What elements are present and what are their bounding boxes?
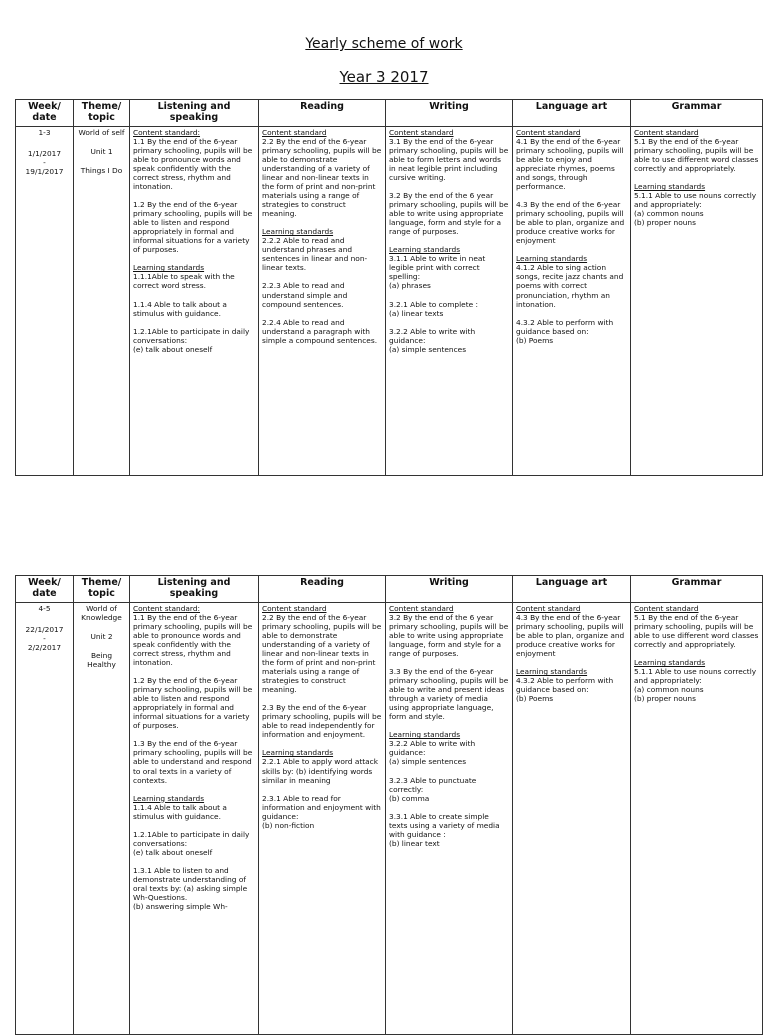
header-week: Week/ date	[16, 576, 74, 603]
listening-cell	[130, 127, 259, 476]
standard-paragraph: 1.1.1Able to speak with the correct word stress.	[133, 272, 235, 291]
standard-paragraph: 1.1.4 Able to talk about a stimulus with guidance.	[133, 802, 227, 821]
table-row	[16, 127, 763, 476]
week-line: 2/2/2017	[27, 643, 62, 653]
writing-cell	[386, 127, 513, 476]
header-listening: Listening and speaking	[130, 100, 259, 127]
standard-paragraph: 1.3.1 Able to listen to and demonstrate understanding of oral texts by: (a) asking simple Wh-Questions. (b) answering simple Wh-	[133, 865, 248, 911]
standard-paragraph: 2.2.1 Able to apply word attack skills by: (b) identifying words similar in meaning	[262, 757, 379, 785]
week-line: 19/1/2017	[25, 167, 64, 177]
section-heading: Content standard	[389, 128, 454, 137]
grammar-cell	[631, 127, 763, 476]
standard-paragraph: 1.1 By the end of the 6-year primary schooling, pupils will be able to pronounce words and speak confidently with the correct stress, rhythm and intonation.	[133, 613, 253, 668]
standard-paragraph: 3.2.1 Able to complete : (a) linear texts	[389, 299, 478, 318]
scheme-table-2	[15, 575, 763, 1035]
standard-paragraph: 1.1 By the end of the 6-year primary schooling, pupils will be able to pronounce words and speak confidently with the correct stress, rhythm and intonation.	[133, 137, 253, 192]
section-heading: Learning standards	[389, 730, 461, 740]
standard-paragraph: 4.3 By the end of the 6-year primary schooling, pupils will be able to plan, organize and produce creative works for enjoyment	[516, 200, 625, 246]
header-theme: Theme/ topic	[74, 576, 130, 603]
week-line: 22/1/2017	[25, 625, 64, 635]
header-listening: Listening and speaking	[130, 576, 259, 603]
standard-paragraph: 1.2 By the end of the 6-year primary schooling, pupils will be able to listen and respond appropriately in formal and informal situations for a variety of purposes.	[133, 200, 253, 255]
language-art-cell	[513, 603, 631, 1035]
week-line: 4-5	[38, 604, 51, 613]
section-heading: Content standard	[516, 604, 581, 613]
section-heading: Learning standards	[516, 254, 588, 264]
standard-paragraph: 2.2 By the end of the 6-year primary schooling, pupils will be able to demonstrate understanding of a variety of linear and non-linear texts in the form of print and non-print materials using a range of strategies to construct meaning.	[262, 137, 382, 219]
standard-paragraph: 1.2 By the end of the 6-year primary schooling, pupils will be able to listen and respond appropriately in formal and informal situations for a variety of purposes.	[133, 676, 253, 731]
standard-paragraph: 4.3 By the end of the 6-year primary schooling, pupils will be able to plan, organize and produce creative works for enjoyment	[516, 613, 625, 659]
header-week: Week/ date	[16, 100, 74, 127]
theme-cell	[74, 603, 130, 1035]
section-heading: Learning standards	[634, 658, 706, 668]
standard-paragraph: 3.2.3 Able to punctuate correctly: (b) comma	[389, 775, 477, 803]
theme-line: Unit 2	[90, 632, 113, 642]
section-heading: Learning standards	[634, 182, 706, 192]
standard-paragraph: 5.1 By the end of the 6-year primary schooling, pupils will be able to use different word classes correctly and appropriately.	[634, 137, 759, 174]
standard-paragraph: 3.3.1 Able to create simple texts using a variety of media with guidance : (b) linear text	[389, 811, 500, 848]
standard-paragraph: 3.2 By the end of the 6 year primary schooling, pupils will be able to write using appropriate language, form and style for a range of purposes.	[389, 613, 509, 659]
standard-paragraph: 5.1 By the end of the 6-year primary schooling, pupils will be able to use different word classes correctly and appropriately.	[634, 613, 759, 650]
header-grammar: Grammar	[631, 576, 763, 603]
theme-line: World of Knowledge	[81, 604, 122, 623]
header-grammar: Grammar	[631, 100, 763, 127]
week-line: -	[43, 634, 46, 644]
standard-paragraph: 4.3.2 Able to perform with guidance based on: (b) Poems	[516, 317, 614, 345]
theme-line: Things I Do	[80, 166, 123, 176]
header-language-art: Language art	[513, 100, 631, 127]
standard-paragraph: 4.1 By the end of the 6-year primary schooling, pupils will be able to enjoy and appreciate rhymes, poems and songs, through performance.	[516, 137, 624, 192]
table-header-row	[16, 100, 763, 127]
header-language-art: Language art	[513, 576, 631, 603]
standard-paragraph: 2.2.3 Able to read and understand simple and compound sentences.	[262, 281, 348, 309]
standard-paragraph: 1.2.1Able to participate in daily conversations: (e) talk about oneself	[133, 326, 250, 354]
standard-paragraph: 4.3.2 Able to perform with guidance based on: (b) Poems	[516, 676, 614, 704]
header-theme: Theme/ topic	[74, 100, 130, 127]
standard-paragraph: 3.1.1 Able to write in neat legible print with correct spelling: (a) phrases	[389, 254, 486, 291]
reading-cell	[259, 127, 386, 476]
section-heading: Learning standards	[516, 667, 588, 677]
section-heading: Content standard	[262, 604, 327, 613]
standard-paragraph: 3.3 By the end of the 6-year primary schooling, pupils will be able to write and present ideas through a variety of media using appropriate language, form and style.	[389, 667, 509, 722]
section-heading: Learning standards	[133, 263, 205, 273]
document-title: Yearly scheme of work	[305, 36, 463, 52]
theme-line: Unit 1	[90, 147, 113, 157]
writing-cell	[386, 603, 513, 1035]
standard-paragraph: 5.1.1 Able to use nouns correctly and appropriately: (a) common nouns (b) proper nouns	[634, 191, 757, 228]
section-heading: Learning standards	[262, 227, 334, 237]
theme-cell	[74, 127, 130, 476]
header-reading: Reading	[259, 100, 386, 127]
section-heading: Learning standards	[389, 245, 461, 255]
section-heading: Content standard	[634, 604, 699, 613]
week-line: -	[43, 158, 46, 168]
standard-paragraph: 3.2.2 Able to write with guidance: (a) simple sentences	[389, 326, 476, 354]
section-heading: Content standard	[516, 128, 581, 137]
standard-paragraph: 5.1.1 Able to use nouns correctly and appropriately: (a) common nouns (b) proper nouns	[634, 667, 757, 704]
week-cell	[16, 127, 74, 476]
section-heading: Content standard	[262, 128, 327, 137]
section-heading: Learning standards	[262, 748, 334, 758]
grammar-cell	[631, 603, 763, 1035]
table-row	[16, 603, 763, 1035]
standard-paragraph: 2.3 By the end of the 6-year primary schooling, pupils will be able to read independently for information and enjoyment.	[262, 703, 382, 740]
standard-paragraph: 3.2.2 Able to write with guidance: (a) simple sentences	[389, 739, 476, 767]
standard-paragraph: 2.2.2 Able to read and understand phrases and sentences in linear and non-linear texts.	[262, 236, 368, 273]
listening-cell	[130, 603, 259, 1035]
standard-paragraph: 2.2.4 Able to read and understand a paragraph with simple a compound sentences.	[262, 317, 378, 345]
scheme-table-1	[15, 99, 763, 476]
section-heading: Content standard	[634, 128, 699, 137]
standard-paragraph: 3.2 By the end of the 6 year primary schooling, pupils will be able to write using appropriate language, form and style for a range of purposes.	[389, 191, 509, 237]
week-cell	[16, 603, 74, 1035]
standard-paragraph: 4.1.2 Able to sing action songs, recite jazz chants and poems with correct pronunciation, rhythm an intonation.	[516, 263, 624, 309]
standard-paragraph: 1.2.1Able to participate in daily conversations: (e) talk about oneself	[133, 829, 250, 857]
section-heading: Content standard:	[133, 128, 201, 137]
standard-paragraph: 1.3 By the end of the 6-year primary schooling, pupils will be able to understand and respond to oral texts in a variety of contexts.	[133, 739, 253, 785]
section-heading: Content standard	[389, 604, 454, 613]
table-header-row	[16, 576, 763, 603]
standard-paragraph: 2.2 By the end of the 6-year primary schooling, pupils will be able to demonstrate understanding of a variety of linear and non-linear texts in the form of print and non-print materials using a range of strategies to construct meaning.	[262, 613, 382, 695]
week-line: 1/1/2017	[27, 149, 62, 159]
header-writing: Writing	[386, 576, 513, 603]
reading-cell	[259, 603, 386, 1035]
standard-paragraph: 1.1.4 Able to talk about a stimulus with guidance.	[133, 299, 227, 318]
header-reading: Reading	[259, 576, 386, 603]
theme-line: World of self	[78, 128, 125, 137]
week-line: 1-3	[38, 128, 51, 137]
standard-paragraph: 3.1 By the end of the 6-year primary schooling, pupils will be able to form letters and words in neat legible print including cursive writing.	[389, 137, 509, 183]
theme-line: Being Healthy	[87, 651, 116, 670]
section-heading: Content standard:	[133, 604, 201, 613]
standard-paragraph: 2.3.1 Able to read for information and enjoyment with guidance: (b) non-fiction	[262, 793, 381, 830]
header-writing: Writing	[386, 100, 513, 127]
document-subtitle: Year 3 2017	[339, 68, 429, 86]
section-heading: Learning standards	[133, 793, 205, 803]
language-art-cell	[513, 127, 631, 476]
